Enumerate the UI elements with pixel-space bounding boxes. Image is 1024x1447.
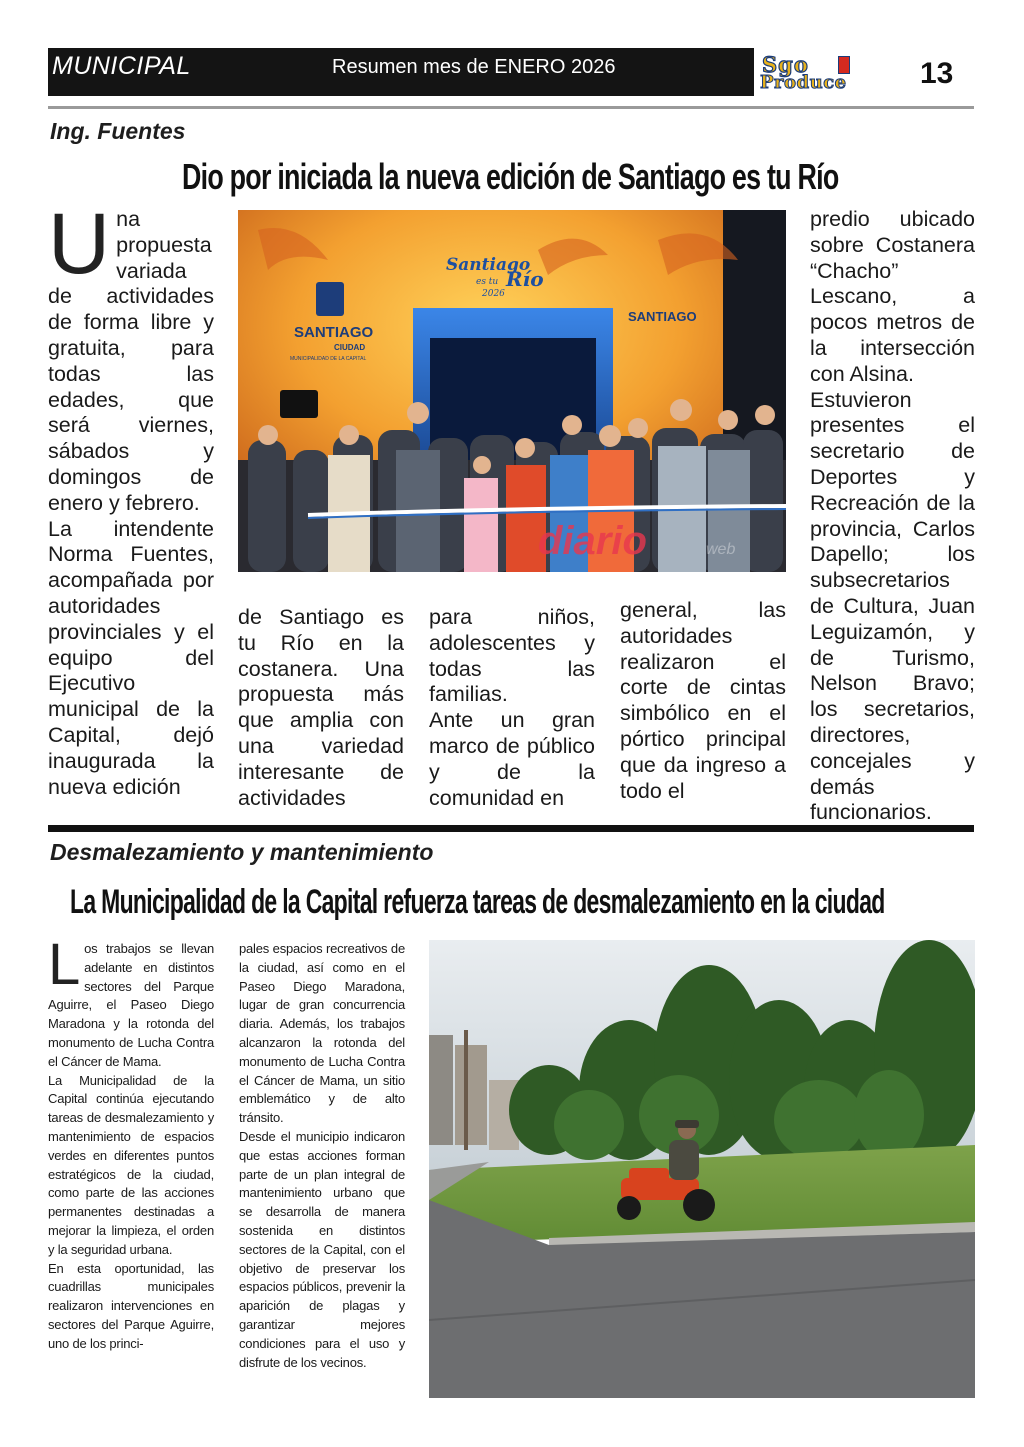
- article1-col1-p2: La intendente Norma Fuentes, acompañada por autoridades provinciales y el equipo del Ejecutivo municipal de la Capital, dejó inaugurada la nueva edición: [48, 516, 214, 799]
- article2-col1-p3: En esta oportunidad, las cuadrillas municipales realizaron intervenciones en sectores del Parque Aguirre, uno de los princi-: [48, 1260, 214, 1351]
- article1-col1: [48, 196, 214, 800]
- article-separator: [48, 825, 974, 832]
- banner-center-year: 2026: [482, 289, 505, 299]
- article2-dropcap: L: [48, 932, 81, 997]
- article2-headline: La Municipalidad de la Capital refuerza tareas de desmalezamiento en la ciudad: [70, 883, 885, 921]
- logo-line2: Produce: [760, 72, 847, 93]
- banner-left-caption: MUNICIPALIDAD DE LA CAPITAL: [290, 356, 367, 362]
- article1-col4: [620, 598, 786, 804]
- article2-col2-p1: pales espacios recreativos de la ciudad, así como en el Paseo Diego Maradona, lugar de gran concurrencia diaria. Además, los trabajos alcanzaron la rotonda del monumento de Lucha Contra el Cáncer de Mama, un sitio emblemático y de alto tránsito.: [239, 941, 405, 1126]
- article2-col2: [239, 940, 405, 1372]
- mowing-photo: [429, 940, 975, 1398]
- section-title: MUNICIPAL: [52, 52, 191, 80]
- publication-logo: [758, 52, 904, 94]
- article1-headline: Dio por iniciada la nueva edición de Santiago es tu Río: [182, 156, 839, 197]
- article1-col3-p1: para niños, adolescentes y todas las familias.: [429, 605, 595, 707]
- ribbon-cutting-photo: [238, 210, 786, 572]
- banner-center-line3: Río: [506, 267, 544, 291]
- article1-dropcap: U: [48, 196, 111, 292]
- ribbon-cutting-illustration: [238, 210, 786, 572]
- article2-col1-p1: os trabajos se llevan adelante en distintos sectores del Parque Aguirre, el Paseo Diego Maradona y la rotonda del monumento de Lucha Contra el Cáncer de Mama.: [48, 941, 214, 1069]
- photo-watermark: diario: [538, 519, 647, 563]
- article1-kicker: Ing. Fuentes: [50, 118, 186, 144]
- article1-col3: [429, 605, 595, 811]
- logo-line1: Sgo: [762, 52, 809, 77]
- article1-col4-text: general, las autoridades realizaron el corte de cintas simbólico en el pórtico principal que da ingreso a todo el: [620, 598, 786, 803]
- page-number: 13: [920, 57, 954, 90]
- banner-right: SANTIAGO: [628, 309, 697, 324]
- banner-center-line2: es tu: [476, 277, 499, 287]
- article2-col1: [48, 932, 214, 1354]
- article1-col5-p1: predio ubicado sobre Costanera “Chacho” Lescano, a pocos metros de la intersección con Alsina.: [810, 207, 975, 386]
- article1-col5-p2: Estuvieron presentes el secretario de Deportes y Recreación de la provincia, Carlos Dapello; los subsecretarios de Cultura, Juan Leguizamón, y de Turismo, Nelson Bravo; los secretarios, directores, concejales y demás funcionarios.: [810, 387, 975, 825]
- article1-col5: [810, 207, 975, 826]
- issue-label: Resumen mes de ENERO 2026: [332, 56, 616, 78]
- banner-left-sub: CIUDAD: [334, 343, 366, 352]
- banner-left-title: SANTIAGO: [294, 324, 374, 341]
- article2-col1-p2: La Municipalidad de la Capital continúa ejecutando tareas de desmalezamiento y mantenimiento de espacios verdes en diferentes puntos estratégicos de la ciudad, como parte de las acciones permanentes destinadas a mejorar la limpieza, el orden y la seguridad urbana.: [48, 1072, 214, 1257]
- header-rule: [48, 106, 974, 109]
- article1-col2-text: de Santiago es tu Río en la costanera. Una propuesta más que amplia con una variedad interesante de actividades: [238, 605, 404, 810]
- article1-col2: [238, 605, 404, 811]
- article1-col1-intro: na propuesta variada de actividades de forma libre y gratuita, para todas las edades, que será viernes, sábados y domingos de enero y febrero.: [48, 207, 214, 515]
- article1-col3-p2: Ante un gran marco de público y de la comunidad en: [429, 708, 595, 810]
- mowing-illustration: [429, 940, 975, 1398]
- article2-col2-p2: Desde el municipio indicaron que estas acciones forman parte de un plan integral de mantenimiento urbano que se desarrolla de manera sostenida en distintos sectores de la Capital, con el objetivo de preservar los espacios públicos, prevenir la aparición de plagas y garantizar mejores condiciones para el uso y disfrute de los vecinos.: [239, 1128, 405, 1370]
- banner-center-line1: Santiago: [446, 255, 531, 275]
- article2-kicker: Desmalezamiento y mantenimiento: [50, 839, 434, 865]
- photo-watermark-small: web: [706, 541, 736, 558]
